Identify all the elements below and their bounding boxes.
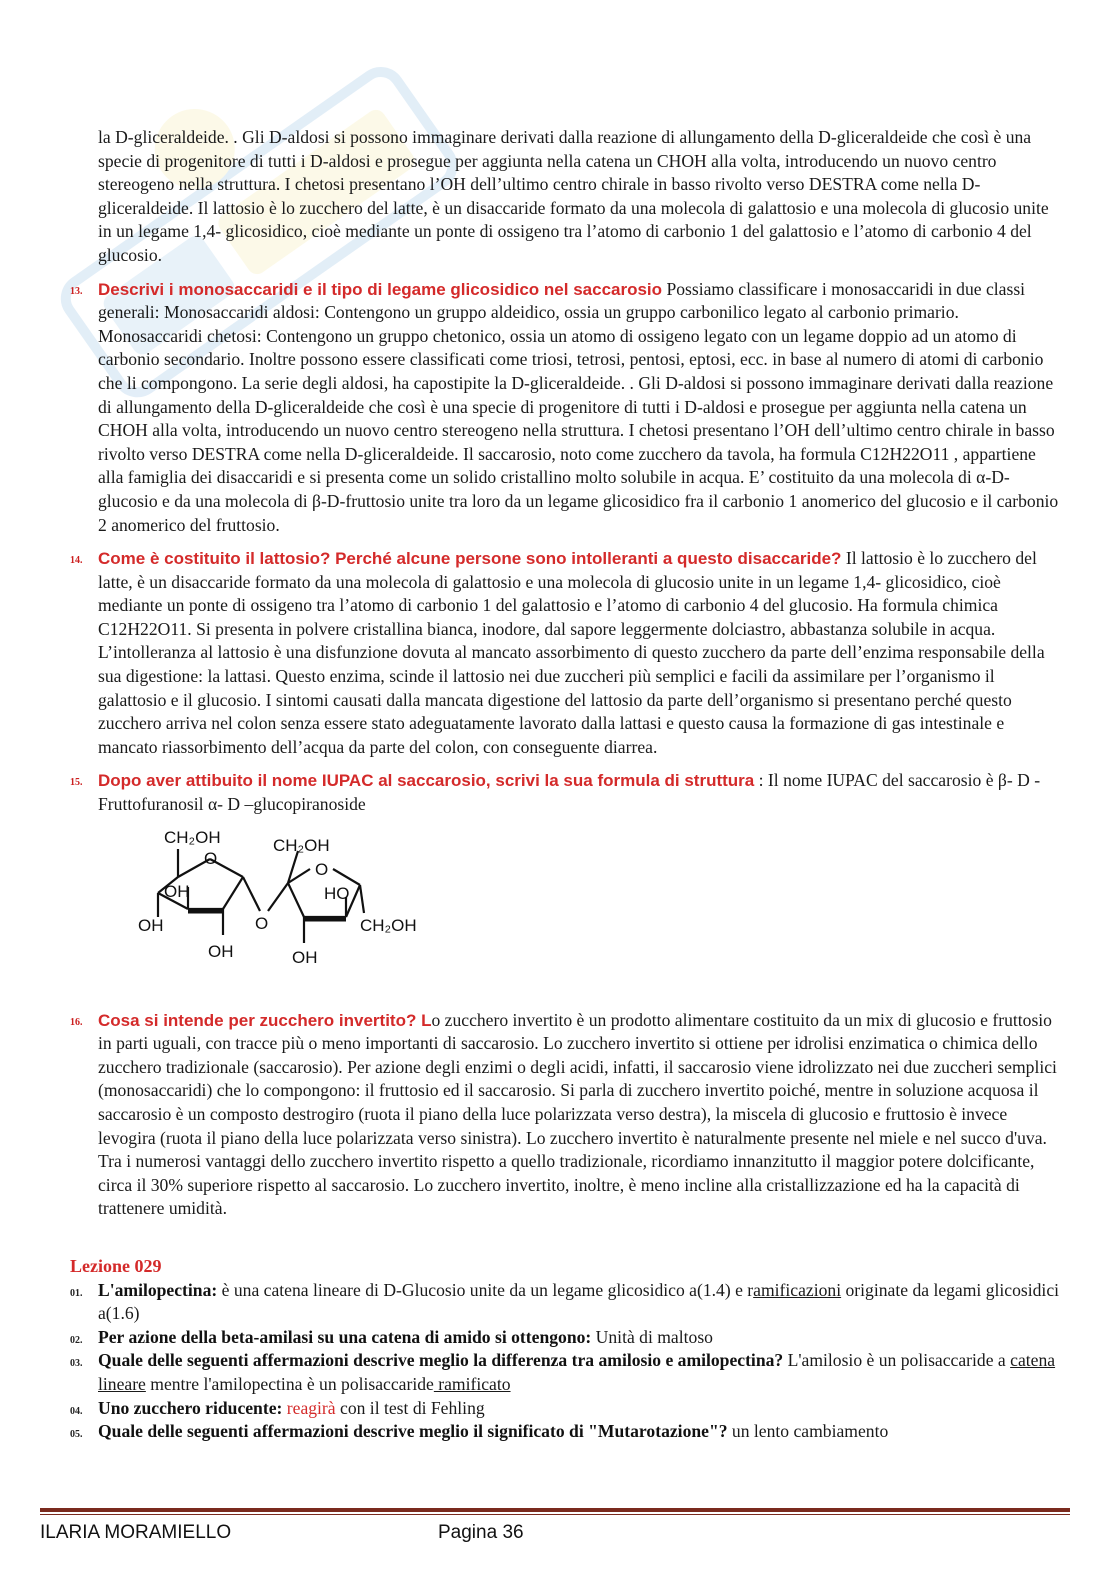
item-answer: mentre l'amilopectina è un polisaccaride [145,1373,434,1394]
footer-divider-thin [40,1514,1070,1515]
lesson-item-04 [70,1397,1060,1421]
item-answer-underlined: catena lineare [98,1350,1056,1394]
structure-label: CH₂OH [164,827,221,847]
item-number: 05. [70,1429,83,1441]
question-16 [70,1009,1060,1221]
sucrose-structure-drawing [138,817,438,1009]
main-content [70,126,1060,1444]
item-number: 02. [70,1334,83,1346]
structure-label: OH [138,915,164,935]
question-text: Cosa si intende per zucchero invertito? L [98,1010,432,1030]
question-text: Dopo aver attibuito il nome IUPAC al saccarosio, scrivi la sua formula di struttura [98,771,755,791]
item-question: L'amilopectina: [98,1279,218,1300]
item-answer: L'amilosio è un polisaccaride a [783,1350,1011,1371]
answer-text: Possiamo classificare i monosaccaridi in due classi generali: Monosaccaridi aldosi: Contengono un gruppo aldeidico, ossia un gruppo carbonilico legato al carbonio primario. Monosaccaridi chetosi: Contengono un gruppo chetonico, ossia un atomo di ossigeno legato con un legame doppio ad un atomo di carbonio secondario. Inoltre possono essere classificati come triosi, tetrosi, pentosi, eptosi, ecc. in base al numero di atomi di carbonio che li compongono. La serie degli aldosi, ha capostipite la D-gliceraldeide. . Gli D-aldosi si possono immaginare derivati dalla reazione di allungamento della D-gliceraldeide che così è una specie di progenitore di tutti i D-aldosi e prosegue per aggiunta nella catena un CHOH alla volta, introducendo un nuovo centro stereogeno nella struttura. I chetosi presentano l’OH dell’ultimo centro chirale in basso rivolto verso DESTRA come nella D-gliceraldeide. Il saccarosio, noto come zucchero da tavola, ha formula C12H22O11 , appartiene alla famiglia dei disaccaridi e si presenta come un solido cristallino molto solubile in acqua. E’ costituito da una molecola di α-D-glucosio e da una molecola di β-D-fruttosio unite tra loro da un legame glicosidico fra il carbonio 1 anomerico del glucosio e il carbonio 2 anomerico del fruttosio. [98,278,1059,535]
structure-label: OH [164,881,190,901]
question-number: 14. [70,555,83,567]
lesson-item-05 [70,1420,1060,1444]
structure-label: HO [324,883,350,903]
item-answer: un lento cambiamento [727,1421,889,1442]
item-number: 04. [70,1405,83,1417]
question-number: 13. [70,285,83,297]
item-answer-highlight: reagirà [282,1397,336,1418]
footer-author: ILARIA MORAMIELLO [40,1522,232,1543]
question-13 [70,278,1060,538]
item-number: 01. [70,1287,83,1299]
question-text: Descrivi i monosaccaridi e il tipo di legame glicosidico nel saccarosio [98,279,663,299]
lesson-item-03 [70,1349,1060,1396]
intro-paragraph: la D-gliceraldeide. . Gli D-aldosi si possono immaginare derivati dalla reazione di allungamento della D-gliceraldeide che così è una specie di progenitore di tutti i D-aldosi e prosegue per aggiunta nella catena un CHOH alla volta, introducendo un nuovo centro stereogeno nella struttura. I chetosi presentano l’OH dell’ultimo centro chirale in basso rivolto verso DESTRA come nella D-gliceraldeide. Il lattosio è lo zucchero del latte, è un disaccaride formato da una molecola di galattosio e una molecola di glucosio unite in un legame 1,4- glicosidico, cioè mediante un ponte di ossigeno tra l’atomo di carbonio 1 del galattosio e l’atomo di carbonio 4 del glucosio. [98,127,1049,265]
lesson-item-01 [70,1279,1060,1326]
item-answer: originate da legami glicosidici a(1.6) [98,1279,1060,1324]
structure-label: CH₂OH [360,915,417,935]
structure-label: O [315,859,329,879]
lesson-title: Lezione 029 [70,1255,162,1276]
item-answer: è una catena lineare di D-Glucosio unite da un legame glicosidico a(1.4) e r [217,1279,754,1300]
item-answer-underlined: ramificato [433,1373,511,1394]
item-question: Uno zucchero riducente: [98,1397,283,1418]
item-question: Quale delle seguenti affermazioni descrive meglio la differenza tra amilosio e amilopectina? [98,1350,784,1371]
answer-text: : Il nome IUPAC del saccarosio è β- D -Fruttofuranosil α- D –glucopiranoside [98,770,1041,815]
structure-label: OH [208,941,234,961]
question-14 [70,547,1060,759]
lesson-item-02 [70,1326,1060,1350]
structure-label: O [255,913,269,933]
question-15 [70,769,1060,816]
item-answer: con il test di Fehling [335,1397,485,1418]
structure-label: OH [292,947,318,967]
question-text: Come è costituito il lattosio? Perché alcune persone sono intolleranti a questo disaccaride? [98,549,842,569]
item-question: Per azione della beta-amilasi su una catena di amido si ottengono: [98,1326,592,1347]
item-number: 03. [70,1358,83,1370]
item-answer-underlined: amificazioni [753,1279,842,1300]
answer-text: o zucchero invertito è un prodotto alimentare costituito da un mix di glucosio e fruttosio in parti uguali, con tracce più o meno importanti di saccarosio. Lo zucchero invertito si ottiene per idrolisi enzimatica o chimica dello zucchero tradizionale (saccarosio). Per azione degli enzimi o degli acidi, infatti, il saccarosio viene idrolizzato nei due zuccheri semplici (monosaccaridi) che lo compongono: il fruttosio ed il saccarosio. Si parla di zucchero invertito poiché, mentre in soluzione acquosa il saccarosio è un composto destrogiro (ruota il piano della luce polarizzata verso destra), la miscela di glucosio e fruttosio è invece levogira (ruota il piano della luce polarizzata verso sinistra). Lo zucchero invertito è naturalmente presente nel miele e nel succo d'uva. Tra i numerosi vantaggi dello zucchero invertito rispetto a quello tradizionale, ricordiamo innanzitutto il maggior potere dolcificante, circa il 30% superiore rispetto al saccarosio. Lo zucchero invertito, inoltre, è meno incline alla cristallizzazione ed ha la capacità di trattenere umidità. [98,1009,1057,1219]
item-question: Quale delle seguenti affermazioni descrive meglio il significato di "Mutarotazione"? [98,1421,728,1442]
sucrose-structure [138,817,1060,1009]
question-number: 16. [70,1016,83,1028]
question-number: 15. [70,777,83,789]
footer-divider [40,1508,1070,1512]
footer-page-number: Pagina 36 [438,1522,524,1543]
structure-label: O [204,848,218,868]
structure-label: CH₂OH [273,835,330,855]
item-answer: Unità di maltoso [591,1326,713,1347]
answer-text: Il lattosio è lo zucchero del latte, è un disaccaride formato da una molecola di galattosio e una molecola di glucosio unite in un legame 1,4- glicosidico, cioè mediante un ponte di ossigeno tra l’atomo di carbonio 1 del galattosio e l’atomo di carbonio 4 del glucosio. Ha formula chimica C12H22O11. Si presenta in polvere cristallina bianca, inodore, dal sapore leggermente dolciastro, abbastanza solubile in acqua. L’intolleranza al lattosio è una disfunzione dovuta al mancato assorbimento di questo zucchero da parte dell’enzima responsabile della sua digestione: la lattasi. Questo enzima, scinde il lattosio nei due zuccheri più semplici e facili da assimilare per l’organismo il galattosio e il glucosio. I sintomi causati dalla mancata digestione del lattosio da parte dell’organismo si presentano perché questo zucchero arriva nel colon senza essere stato adeguatamente lavorato dalla lattasi e questo causa la formazione di gas intestinale e mancato riassorbimento dell’acqua da parte del colon, con conseguente diarrea. [98,548,1045,757]
